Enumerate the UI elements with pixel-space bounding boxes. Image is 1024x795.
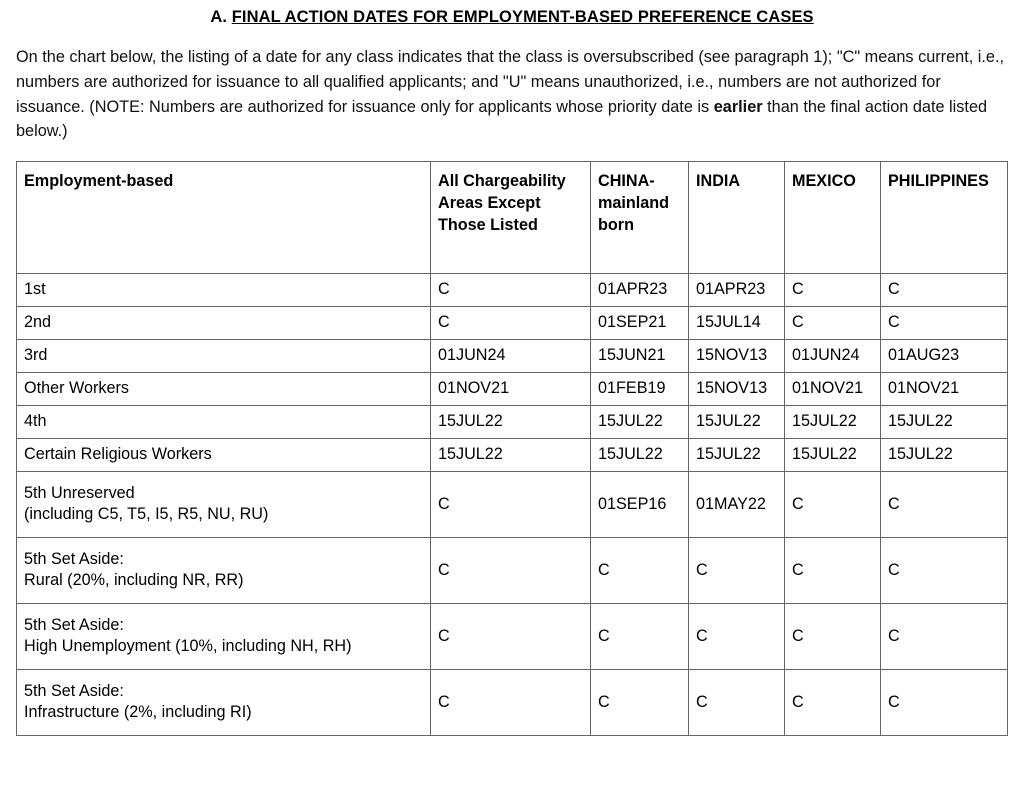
cell-all: C [431,670,591,736]
cell-all: 15JUL22 [431,406,591,439]
table-row [17,604,1008,670]
section-title-text: FINAL ACTION DATES FOR EMPLOYMENT-BASED PREFERENCE CASES [231,8,814,26]
row-category-line1: Other Workers [24,379,129,398]
cell-mexico: C [785,538,881,604]
cell-philippines: C [881,670,1008,736]
table-row [17,340,1008,373]
table-row [17,538,1008,604]
table-row [17,274,1008,307]
cell-philippines: C [881,472,1008,538]
row-category-line1: 4th [24,412,47,431]
cell-india: 01APR23 [689,274,785,307]
cell-mexico: C [785,307,881,340]
row-category-line1: 2nd [24,313,52,332]
row-category-line1: 5th Set Aside: [24,682,124,701]
table-header-row [17,162,1008,274]
cell-mexico: 15JUL22 [785,406,881,439]
table-row [17,307,1008,340]
row-category-line2: High Unemployment (10%, including NH, RH) [24,637,352,656]
cell-philippines: C [881,307,1008,340]
cell-india: 15JUL22 [689,439,785,472]
cell-mexico: 01NOV21 [785,373,881,406]
row-category [17,604,431,670]
row-category [17,307,431,340]
column-header-china: CHINA-mainland born [591,162,689,274]
cell-india: 15NOV13 [689,373,785,406]
row-category-line2: (including C5, T5, I5, R5, NU, RU) [24,505,269,524]
intro-part-1: On the chart below, the listing of a date for any class indicates that the class is oversubscribed (see paragraph 1); "C" means current, i.e., numbers are authorized for issuance to all qualified applicants; and "U" means unauthorized, i.e., numbers are not authorized for issuance. (NOTE: Numbers are authorized for issuance only for applicants whose priority date is [16,48,1005,116]
cell-china: 15JUL22 [591,406,689,439]
row-category-line2: Rural (20%, including NR, RR) [24,571,244,590]
row-category-line1: 5th Set Aside: [24,616,124,635]
table-row [17,439,1008,472]
cell-mexico: C [785,670,881,736]
cell-all: C [431,307,591,340]
column-header-india: INDIA [689,162,785,274]
column-header-mexico: MEXICO [785,162,881,274]
row-category [17,472,431,538]
column-header-all-chargeability: All Chargeability Areas Except Those Listed [431,162,591,274]
row-category [17,340,431,373]
column-header-employment-based: Employment-based [17,162,431,274]
row-category-line1: 3rd [24,346,48,365]
page-title [16,8,1008,27]
cell-philippines: C [881,274,1008,307]
cell-china: 01SEP21 [591,307,689,340]
cell-india: C [689,604,785,670]
final-action-dates-table [16,161,1008,736]
row-category-line1: 1st [24,280,46,299]
row-category [17,373,431,406]
cell-india: 15JUL14 [689,307,785,340]
cell-all: C [431,274,591,307]
section-letter: A. [210,8,228,26]
cell-philippines: C [881,604,1008,670]
cell-philippines: 15JUL22 [881,406,1008,439]
cell-philippines: 01AUG23 [881,340,1008,373]
row-category [17,274,431,307]
cell-china: 01SEP16 [591,472,689,538]
row-category [17,670,431,736]
intro-paragraph [16,45,1008,144]
table-row [17,373,1008,406]
cell-china: 15JUN21 [591,340,689,373]
cell-india: 01MAY22 [689,472,785,538]
cell-china: 01FEB19 [591,373,689,406]
cell-philippines: 01NOV21 [881,373,1008,406]
cell-mexico: 01JUN24 [785,340,881,373]
table-row [17,406,1008,439]
row-category-line1: 5th Unreserved [24,484,135,503]
cell-india: C [689,538,785,604]
row-category-line2: Infrastructure (2%, including RI) [24,703,252,722]
row-category-line1: 5th Set Aside: [24,550,124,569]
cell-all: 15JUL22 [431,439,591,472]
row-category [17,439,431,472]
cell-china: C [591,604,689,670]
cell-all: 01NOV21 [431,373,591,406]
cell-china: C [591,670,689,736]
cell-mexico: C [785,274,881,307]
intro-part-2: than the final action date listed below.) [16,97,988,141]
cell-mexico: C [785,472,881,538]
cell-philippines: 15JUL22 [881,439,1008,472]
cell-india: 15JUL22 [689,406,785,439]
cell-china: 01APR23 [591,274,689,307]
intro-emphasis: earlier [713,97,763,116]
cell-all: C [431,604,591,670]
row-category-line1: Certain Religious Workers [24,445,212,464]
table-row [17,472,1008,538]
table-row [17,670,1008,736]
cell-all: C [431,472,591,538]
cell-all: 01JUN24 [431,340,591,373]
cell-mexico: 15JUL22 [785,439,881,472]
cell-china: C [591,538,689,604]
document-page [0,8,1024,795]
column-header-philippines: PHILIPPINES [881,162,1008,274]
row-category [17,538,431,604]
cell-india: C [689,670,785,736]
cell-mexico: C [785,604,881,670]
cell-all: C [431,538,591,604]
cell-india: 15NOV13 [689,340,785,373]
row-category [17,406,431,439]
cell-china: 15JUL22 [591,439,689,472]
cell-philippines: C [881,538,1008,604]
